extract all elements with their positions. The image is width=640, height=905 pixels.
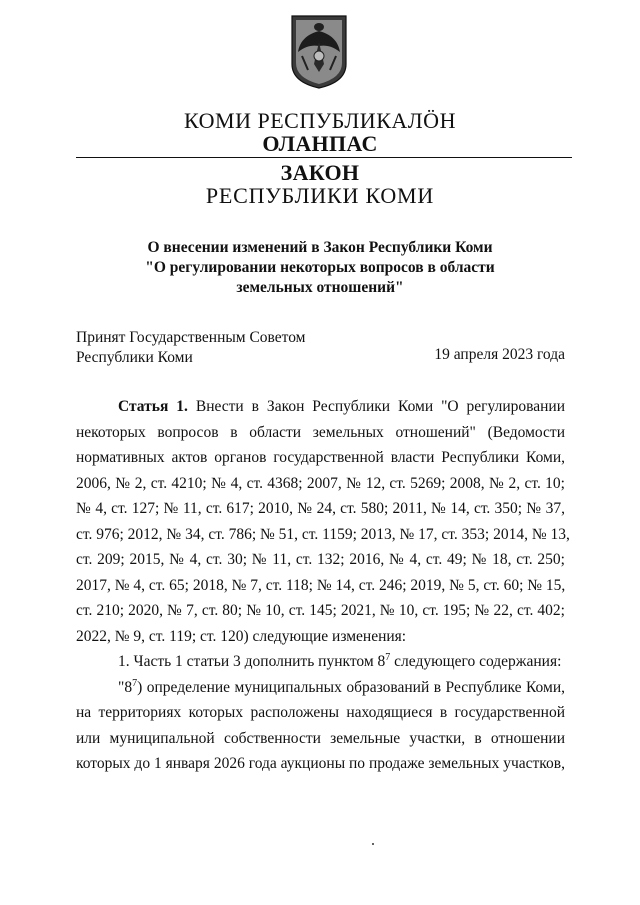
article-line: ст. 210; 2020, № 7, ст. 80; № 10, ст. 145; 2021, № 10, ст. 195; № 22, ст. 402; [76,602,565,619]
item-1 [76,649,565,675]
article-line: ст. 209; 2015, № 4, ст. 30; № 11, ст. 132; 2016, № 4, ст. 49; № 18, ст. 250; [76,551,565,568]
header-line-law: ЗАКОН [280,160,360,185]
article-line: № 4, ст. 127; № 11, ст. 617; 2010, № 24, ст. 580; 2011, № 14, ст. 350; № 37, [76,500,565,517]
article-1 [76,394,570,649]
quote-superscript: 7 [132,677,138,689]
law-title-line: земельных отношений" [236,279,404,296]
quoted-clause [76,675,565,777]
quote-line: на территориях которых расположены находящиеся в государственной [76,704,565,721]
quote-line: или муниципальной собственности земельные участки, в отношении [76,729,565,747]
coat-of-arms-emblem [288,12,350,90]
adoption-line: Республики Коми [76,349,193,366]
adoption-line: Принят Государственным Советом [76,329,306,346]
law-title-line: "О регулировании некоторых вопросов в области [145,259,495,276]
law-title [0,238,640,298]
law-body [76,394,570,777]
header-line-komi-republic: КОМИ РЕСПУБЛИКАЛӦН [184,108,456,133]
article-label: Статья 1. [118,398,188,415]
article-line: нормативных актов органов государственной власти Республики Коми, [76,449,565,466]
item-line: 1. Часть 1 статьи 3 дополнить пунктом $8^7$ следующего содержания: [118,651,562,670]
article-line: ст. 976; 2012, № 34, ст. 786; № 51, ст. 1159; 2013, № 17, ст. 353; 2014, № 13, [76,525,570,543]
quote-line: которых до 1 января 2026 года аукционы по продаже земельных участков, [76,755,565,772]
item-superscript: 7 [385,651,391,663]
adoption-body [76,328,306,368]
law-title-line: О внесении изменений в Закон Республики Коми [147,239,493,256]
header-divider [76,157,572,158]
article-line: некоторых вопросов в области земельных отношений" (Ведомости [76,423,565,441]
adoption-date: 19 апреля 2023 года [434,346,565,363]
article-line: 2017, № 4, ст. 65; 2018, № 7, ст. 118; № 14, ст. 246; 2019, № 5, ст. 60; № 15, [76,576,566,594]
scan-speck [372,843,374,845]
article-line: 2006, № 2, ст. 4210; № 4, ст. 4368; 2007, № 12, ст. 5269; 2008, № 2, ст. 10; [76,474,565,492]
quote-line: "$8^7$) определение муниципальных образований в Республике Коми, [118,677,565,696]
header-line-republic: РЕСПУБЛИКИ КОМИ [205,183,435,208]
article-line: 2022, № 9, ст. 119; ст. 120) следующие изменения: [76,627,407,645]
header-line-olanpas: ОЛАНПАС [262,131,378,156]
article-line: Статья 1. Внести в Закон Республики Коми "О регулировании [118,398,566,415]
